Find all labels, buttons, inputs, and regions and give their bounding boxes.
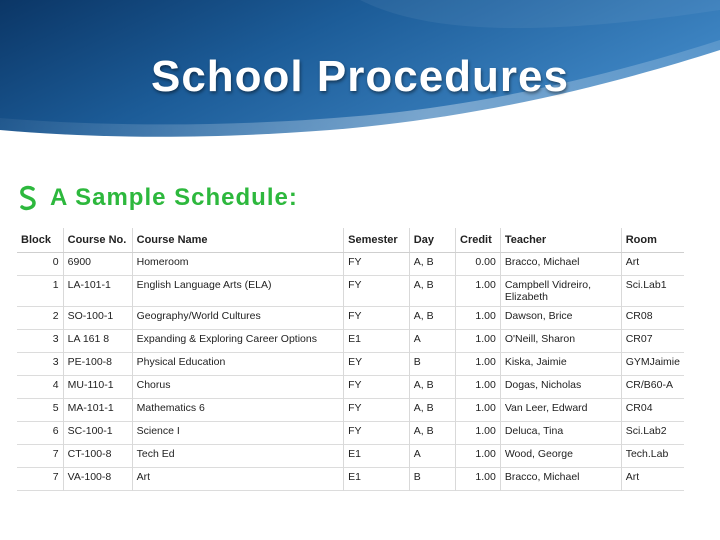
table-row [17, 307, 684, 330]
cell-teacher: Deluca, Tina [500, 422, 621, 445]
bullet-item [18, 182, 298, 214]
cell-course-no: MA-101-1 [63, 399, 132, 422]
cell-course-name: Expanding & Exploring Career Options [132, 330, 343, 353]
column-header-credit: Credit [456, 228, 501, 253]
cell-course-name: Chorus [132, 376, 343, 399]
cell-credit: 1.00 [456, 422, 501, 445]
cell-room: CR/B60-A [625, 379, 673, 391]
column-header-course-name: Course Name [132, 228, 343, 253]
cell-credit: 1.00 [456, 307, 501, 330]
column-header-day: Day [409, 228, 455, 253]
column-header-block: Block [17, 228, 63, 253]
cell-block: 7 [17, 445, 63, 468]
table-row [17, 445, 684, 468]
cell-teacher: Bracco, Michael [500, 468, 621, 491]
cell-credit: 1.00 [456, 353, 501, 376]
cell-day: A, B [409, 422, 455, 445]
table-row [17, 376, 684, 399]
cell-block: 4 [17, 376, 63, 399]
table-row [17, 276, 684, 307]
cell-room: Sci.Lab1 [625, 279, 667, 291]
cell-course-no: VA-100-8 [63, 468, 132, 491]
cell-teacher: Kiska, Jaimie [500, 353, 621, 376]
cell-day: A, B [409, 253, 455, 276]
cell-course-no: 6900 [63, 253, 132, 276]
cell-teacher: Dogas, Nicholas [500, 376, 621, 399]
cell-course-name: English Language Arts (ELA) [132, 276, 343, 307]
cell-course-name: Mathematics 6 [132, 399, 343, 422]
cell-course-no: SO-100-1 [63, 307, 132, 330]
cell-course-no: SC-100-1 [63, 422, 132, 445]
cell-room: Tech.Lab [625, 448, 669, 460]
slide-header-background [0, 0, 720, 150]
cell-block: 6 [17, 422, 63, 445]
column-header-semester: Semester [344, 228, 410, 253]
cell-room: GYMJaimie [625, 356, 680, 368]
cell-semester: FY [344, 253, 410, 276]
schedule-table [17, 228, 684, 491]
cell-room: Art [625, 471, 640, 483]
table-row [17, 253, 684, 276]
column-header-room: Room [621, 228, 684, 253]
cell-block: 7 [17, 468, 63, 491]
cell-teacher: O'Neill, Sharon [500, 330, 621, 353]
cell-semester: EY [344, 353, 410, 376]
cell-semester: E1 [344, 445, 410, 468]
cell-course-no: LA 161 8 [63, 330, 132, 353]
table-row [17, 422, 684, 445]
cell-credit: 1.00 [456, 399, 501, 422]
table-row [17, 468, 684, 491]
cell-semester: E1 [344, 468, 410, 491]
cell-course-name: Homeroom [132, 253, 343, 276]
cell-course-no: LA-101-1 [63, 276, 132, 307]
cell-course-name: Physical Education [132, 353, 343, 376]
cell-teacher: Bracco, Michael [500, 253, 621, 276]
cell-block: 3 [17, 353, 63, 376]
cell-credit: 1.00 [456, 376, 501, 399]
cell-teacher: Van Leer, Edward [500, 399, 621, 422]
cell-course-name: Science I [132, 422, 343, 445]
column-header-course-no: Course No. [63, 228, 132, 253]
cell-teacher: Dawson, Brice [500, 307, 621, 330]
cell-day: A, B [409, 307, 455, 330]
cell-credit: 1.00 [456, 330, 501, 353]
bullet-text: A Sample Schedule: [50, 184, 298, 211]
cell-credit: 1.00 [456, 468, 501, 491]
cell-course-no: PE-100-8 [63, 353, 132, 376]
cell-course-name: Art [132, 468, 343, 491]
table-header-row [17, 228, 684, 253]
table-row [17, 353, 684, 376]
cell-course-name: Geography/World Cultures [132, 307, 343, 330]
table-row [17, 399, 684, 422]
cell-day: A [409, 445, 455, 468]
cell-block: 3 [17, 330, 63, 353]
cell-block: 2 [17, 307, 63, 330]
cell-block: 1 [17, 276, 63, 307]
cell-semester: FY [344, 422, 410, 445]
s-swirl-bullet-icon [18, 185, 38, 211]
cell-teacher: Wood, George [500, 445, 621, 468]
cell-semester: FY [344, 276, 410, 307]
cell-block: 5 [17, 399, 63, 422]
cell-semester: FY [344, 399, 410, 422]
cell-day: A [409, 330, 455, 353]
cell-teacher: Campbell Vidreiro, Elizabeth [500, 276, 621, 307]
cell-room: Art [625, 256, 640, 268]
table-row [17, 330, 684, 353]
slide-title: School Procedures [150, 52, 569, 101]
cell-room: CR04 [625, 402, 653, 414]
cell-block: 0 [17, 253, 63, 276]
cell-day: B [409, 468, 455, 491]
cell-day: B [409, 353, 455, 376]
cell-course-name: Tech Ed [132, 445, 343, 468]
cell-course-no: CT-100-8 [63, 445, 132, 468]
cell-semester: E1 [344, 330, 410, 353]
cell-course-no: MU-110-1 [63, 376, 132, 399]
cell-credit: 1.00 [456, 445, 501, 468]
cell-day: A, B [409, 399, 455, 422]
cell-room: Sci.Lab2 [625, 425, 667, 437]
cell-credit: 1.00 [456, 276, 501, 307]
column-header-teacher: Teacher [500, 228, 621, 253]
cell-room: CR08 [625, 310, 653, 322]
cell-credit: 0.00 [456, 253, 501, 276]
cell-day: A, B [409, 376, 455, 399]
cell-day: A, B [409, 276, 455, 307]
cell-semester: FY [344, 307, 410, 330]
cell-semester: FY [344, 376, 410, 399]
cell-room: CR07 [625, 333, 653, 345]
